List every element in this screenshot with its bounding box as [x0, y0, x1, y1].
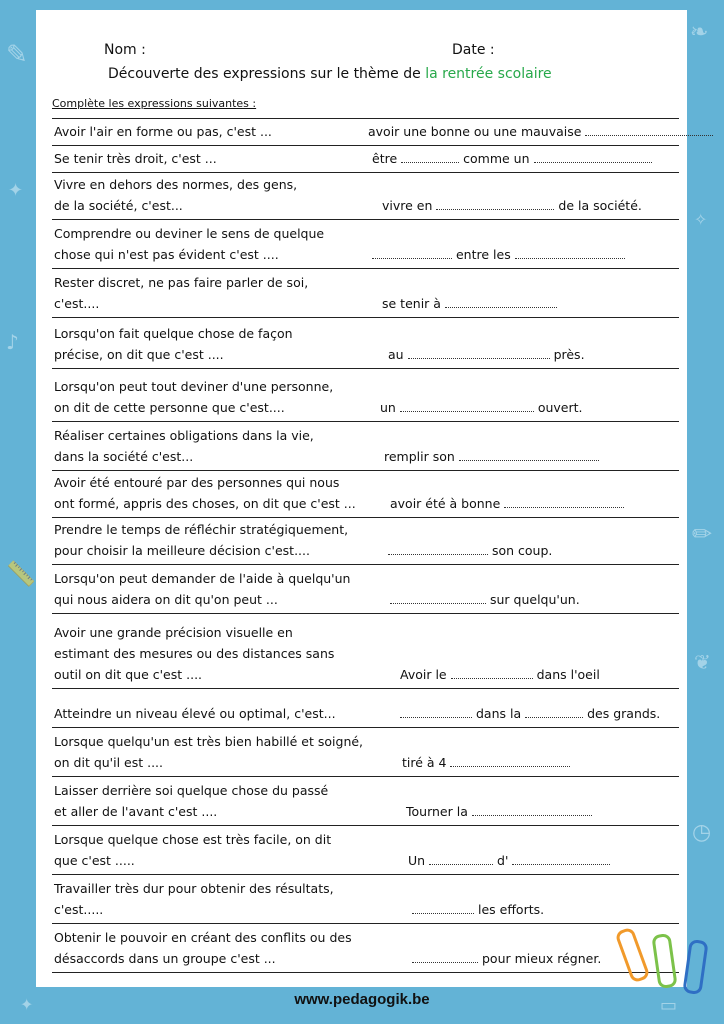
pencil-doodle-icon: ✏ [692, 520, 713, 548]
expressions-table [52, 118, 679, 973]
expression-definition [54, 272, 354, 314]
answer-blank[interactable] [512, 852, 610, 865]
expression-answer [384, 446, 599, 467]
definition-line: Lorsque quelque chose est très facile, on dit [54, 832, 332, 847]
expression-answer [372, 244, 625, 265]
answer-blank[interactable] [390, 591, 486, 604]
book-doodle-icon: ▭ [660, 995, 678, 1016]
expression-answer [408, 850, 610, 871]
answer-text: dans l'oeil [536, 667, 600, 682]
expression-definition [54, 622, 354, 685]
table-row [52, 369, 679, 422]
worksheet [36, 10, 687, 987]
title-prefix: Découverte des expressions sur le thème de [108, 66, 421, 82]
table-row [52, 777, 679, 826]
answer-blank[interactable] [450, 754, 570, 767]
answer-text: des grands. [587, 706, 661, 721]
expression-answer [412, 948, 601, 969]
answer-text: se tenir à [382, 296, 441, 311]
answer-text: avoir été à bonne [390, 496, 501, 511]
expression-answer [368, 121, 713, 142]
expression-definition [54, 174, 354, 216]
definition-line: qui nous aidera on dit qu'on peut ... [54, 592, 278, 607]
answer-blank[interactable] [400, 705, 472, 718]
star-doodle-icon: ✦ [8, 180, 24, 201]
table-row [52, 565, 679, 614]
definition-line: Avoir une grande précision visuelle en [54, 625, 293, 640]
ruler-doodle-icon: 📏 [6, 560, 36, 588]
expression-answer [372, 148, 652, 169]
star-doodle-icon: ✦ [20, 995, 34, 1014]
expression-definition [54, 223, 354, 265]
expression-definition [54, 519, 354, 561]
expression-answer [388, 344, 585, 365]
answer-text: entre les [455, 247, 511, 262]
answer-text: près. [553, 347, 585, 362]
expression-answer [390, 589, 580, 610]
definition-line: Se tenir très droit, c'est ... [54, 151, 217, 166]
answer-blank[interactable] [534, 150, 652, 163]
answer-text: ouvert. [537, 400, 583, 415]
definition-line: Travailler très dur pour obtenir des résultats, [54, 881, 334, 896]
table-row [52, 826, 679, 875]
expression-answer [382, 195, 642, 216]
answer-text: comme un [463, 151, 530, 166]
table-row [52, 173, 679, 220]
answer-blank[interactable] [585, 123, 713, 136]
music-note-doodle-icon: ♪ [6, 330, 19, 354]
expression-answer [388, 540, 552, 561]
expression-definition [54, 568, 354, 610]
pencil-doodle-icon: ✎ [6, 40, 28, 70]
table-row [52, 119, 679, 146]
answer-blank[interactable] [412, 950, 478, 963]
expression-definition [54, 703, 354, 724]
definition-line: on dit qu'il est .... [54, 755, 164, 770]
answer-blank[interactable] [388, 542, 488, 555]
answer-blank[interactable] [515, 246, 625, 259]
expression-answer [402, 752, 570, 773]
expression-definition [54, 731, 364, 773]
definition-line: ont formé, appris des choses, on dit que c'est ... [54, 496, 356, 511]
definition-line: on dit de cette personne que c'est.... [54, 400, 285, 415]
answer-text: être [372, 151, 398, 166]
answer-blank[interactable] [472, 803, 592, 816]
definition-line: chose qui n'est pas évident c'est .... [54, 247, 279, 262]
definition-line: Réaliser certaines obligations dans la vie, [54, 428, 314, 443]
definition-line: dans la société c'est... [54, 449, 194, 464]
table-row [52, 269, 679, 318]
definition-line: désaccords dans un groupe c'est ... [54, 951, 276, 966]
table-row [52, 728, 679, 777]
table-row [52, 689, 679, 728]
answer-blank[interactable] [445, 295, 557, 308]
definition-line: précise, on dit que c'est .... [54, 347, 224, 362]
answer-blank[interactable] [504, 495, 624, 508]
expression-answer [406, 801, 592, 822]
table-row [52, 471, 679, 518]
definition-line: estimant des mesures ou des distances sans [54, 646, 335, 661]
table-row [52, 220, 679, 269]
expression-answer [390, 493, 624, 514]
definition-line: que c'est ..... [54, 853, 135, 868]
definition-line: Vivre en dehors des normes, des gens, [54, 177, 298, 192]
expression-answer [400, 664, 600, 685]
answer-text: de la société. [558, 198, 642, 213]
expression-definition [54, 148, 354, 169]
answer-text: avoir une bonne ou une mauvaise [368, 124, 582, 139]
expression-definition [54, 376, 354, 418]
nom-label: Nom : [104, 42, 146, 58]
answer-blank[interactable] [436, 197, 554, 210]
answer-blank[interactable] [408, 346, 550, 359]
answer-text: au [388, 347, 404, 362]
answer-text: Tourner la [406, 804, 468, 819]
definition-line: Avoir l'air en forme ou pas, c'est ... [54, 124, 272, 139]
answer-text: son coup. [491, 543, 553, 558]
definition-line: Comprendre ou deviner le sens de quelque [54, 226, 325, 241]
expression-definition [54, 323, 354, 365]
answer-text: un [380, 400, 396, 415]
answer-text: Un [408, 853, 426, 868]
answer-text: dans la [475, 706, 522, 721]
table-row [52, 924, 679, 973]
clock-doodle-icon: ◷ [692, 820, 712, 845]
answer-text: Avoir le [400, 667, 447, 682]
instruction: Complète les expressions suivantes : [52, 97, 257, 110]
definition-line: c'est.... [54, 296, 100, 311]
definition-line: Laisser derrière soi quelque chose du passé [54, 783, 329, 798]
expression-definition [54, 829, 354, 871]
expression-definition [54, 425, 354, 467]
answer-text: d' [497, 853, 509, 868]
table-row [52, 422, 679, 471]
answer-blank[interactable] [525, 705, 583, 718]
leaf-doodle-icon: ❦ [694, 650, 711, 674]
expression-definition [54, 878, 354, 920]
expression-definition [54, 927, 354, 969]
definition-line: de la société, c'est... [54, 198, 183, 213]
date-label: Date : [452, 42, 495, 58]
table-row [52, 146, 679, 173]
expression-answer [400, 703, 660, 724]
definition-line: Prendre le temps de réfléchir stratégiquement, [54, 522, 349, 537]
definition-line: pour choisir la meilleure décision c'est.... [54, 543, 310, 558]
answer-text: remplir son [384, 449, 455, 464]
answer-blank[interactable] [429, 852, 493, 865]
answer-text: sur quelqu'un. [489, 592, 580, 607]
definition-line: Avoir été entouré par des personnes qui nous [54, 475, 340, 490]
definition-line: Rester discret, ne pas faire parler de soi, [54, 275, 309, 290]
expression-definition [54, 472, 354, 514]
expression-answer [380, 397, 583, 418]
expression-definition [54, 121, 354, 142]
answer-text: vivre en [382, 198, 433, 213]
answer-blank[interactable] [451, 666, 533, 679]
answer-text: les efforts. [477, 902, 545, 917]
answer-blank[interactable] [459, 448, 599, 461]
star-doodle-icon: ✧ [694, 210, 708, 229]
footer-url: www.pedagogik.be [294, 991, 430, 1008]
definition-line: Lorsqu'on peut tout deviner d'une personne, [54, 379, 334, 394]
answer-text: pour mieux régner. [481, 951, 602, 966]
definition-line: et aller de l'avant c'est .... [54, 804, 218, 819]
definition-line: c'est..... [54, 902, 104, 917]
table-row [52, 875, 679, 924]
title-highlight: la rentrée scolaire [425, 66, 552, 82]
definition-line: outil on dit que c'est .... [54, 667, 203, 682]
table-row [52, 318, 679, 369]
expression-answer [382, 293, 557, 314]
answer-blank[interactable] [412, 901, 474, 914]
definition-line: Lorsque quelqu'un est très bien habillé et soigné, [54, 734, 364, 749]
definition-line: Obtenir le pouvoir en créant des conflits ou des [54, 930, 352, 945]
leaf-doodle-icon: ❧ [690, 20, 709, 45]
definition-line: Lorsqu'on peut demander de l'aide à quelqu'un [54, 571, 351, 586]
table-row [52, 614, 679, 689]
answer-blank[interactable] [401, 150, 459, 163]
expression-answer [412, 899, 544, 920]
definition-line: Lorsqu'on fait quelque chose de façon [54, 326, 293, 341]
expression-definition [54, 780, 354, 822]
answer-blank[interactable] [372, 246, 452, 259]
table-row [52, 518, 679, 565]
answer-text: tiré à 4 [402, 755, 447, 770]
answer-blank[interactable] [400, 399, 534, 412]
definition-line: Atteindre un niveau élevé ou optimal, c'est... [54, 706, 336, 721]
